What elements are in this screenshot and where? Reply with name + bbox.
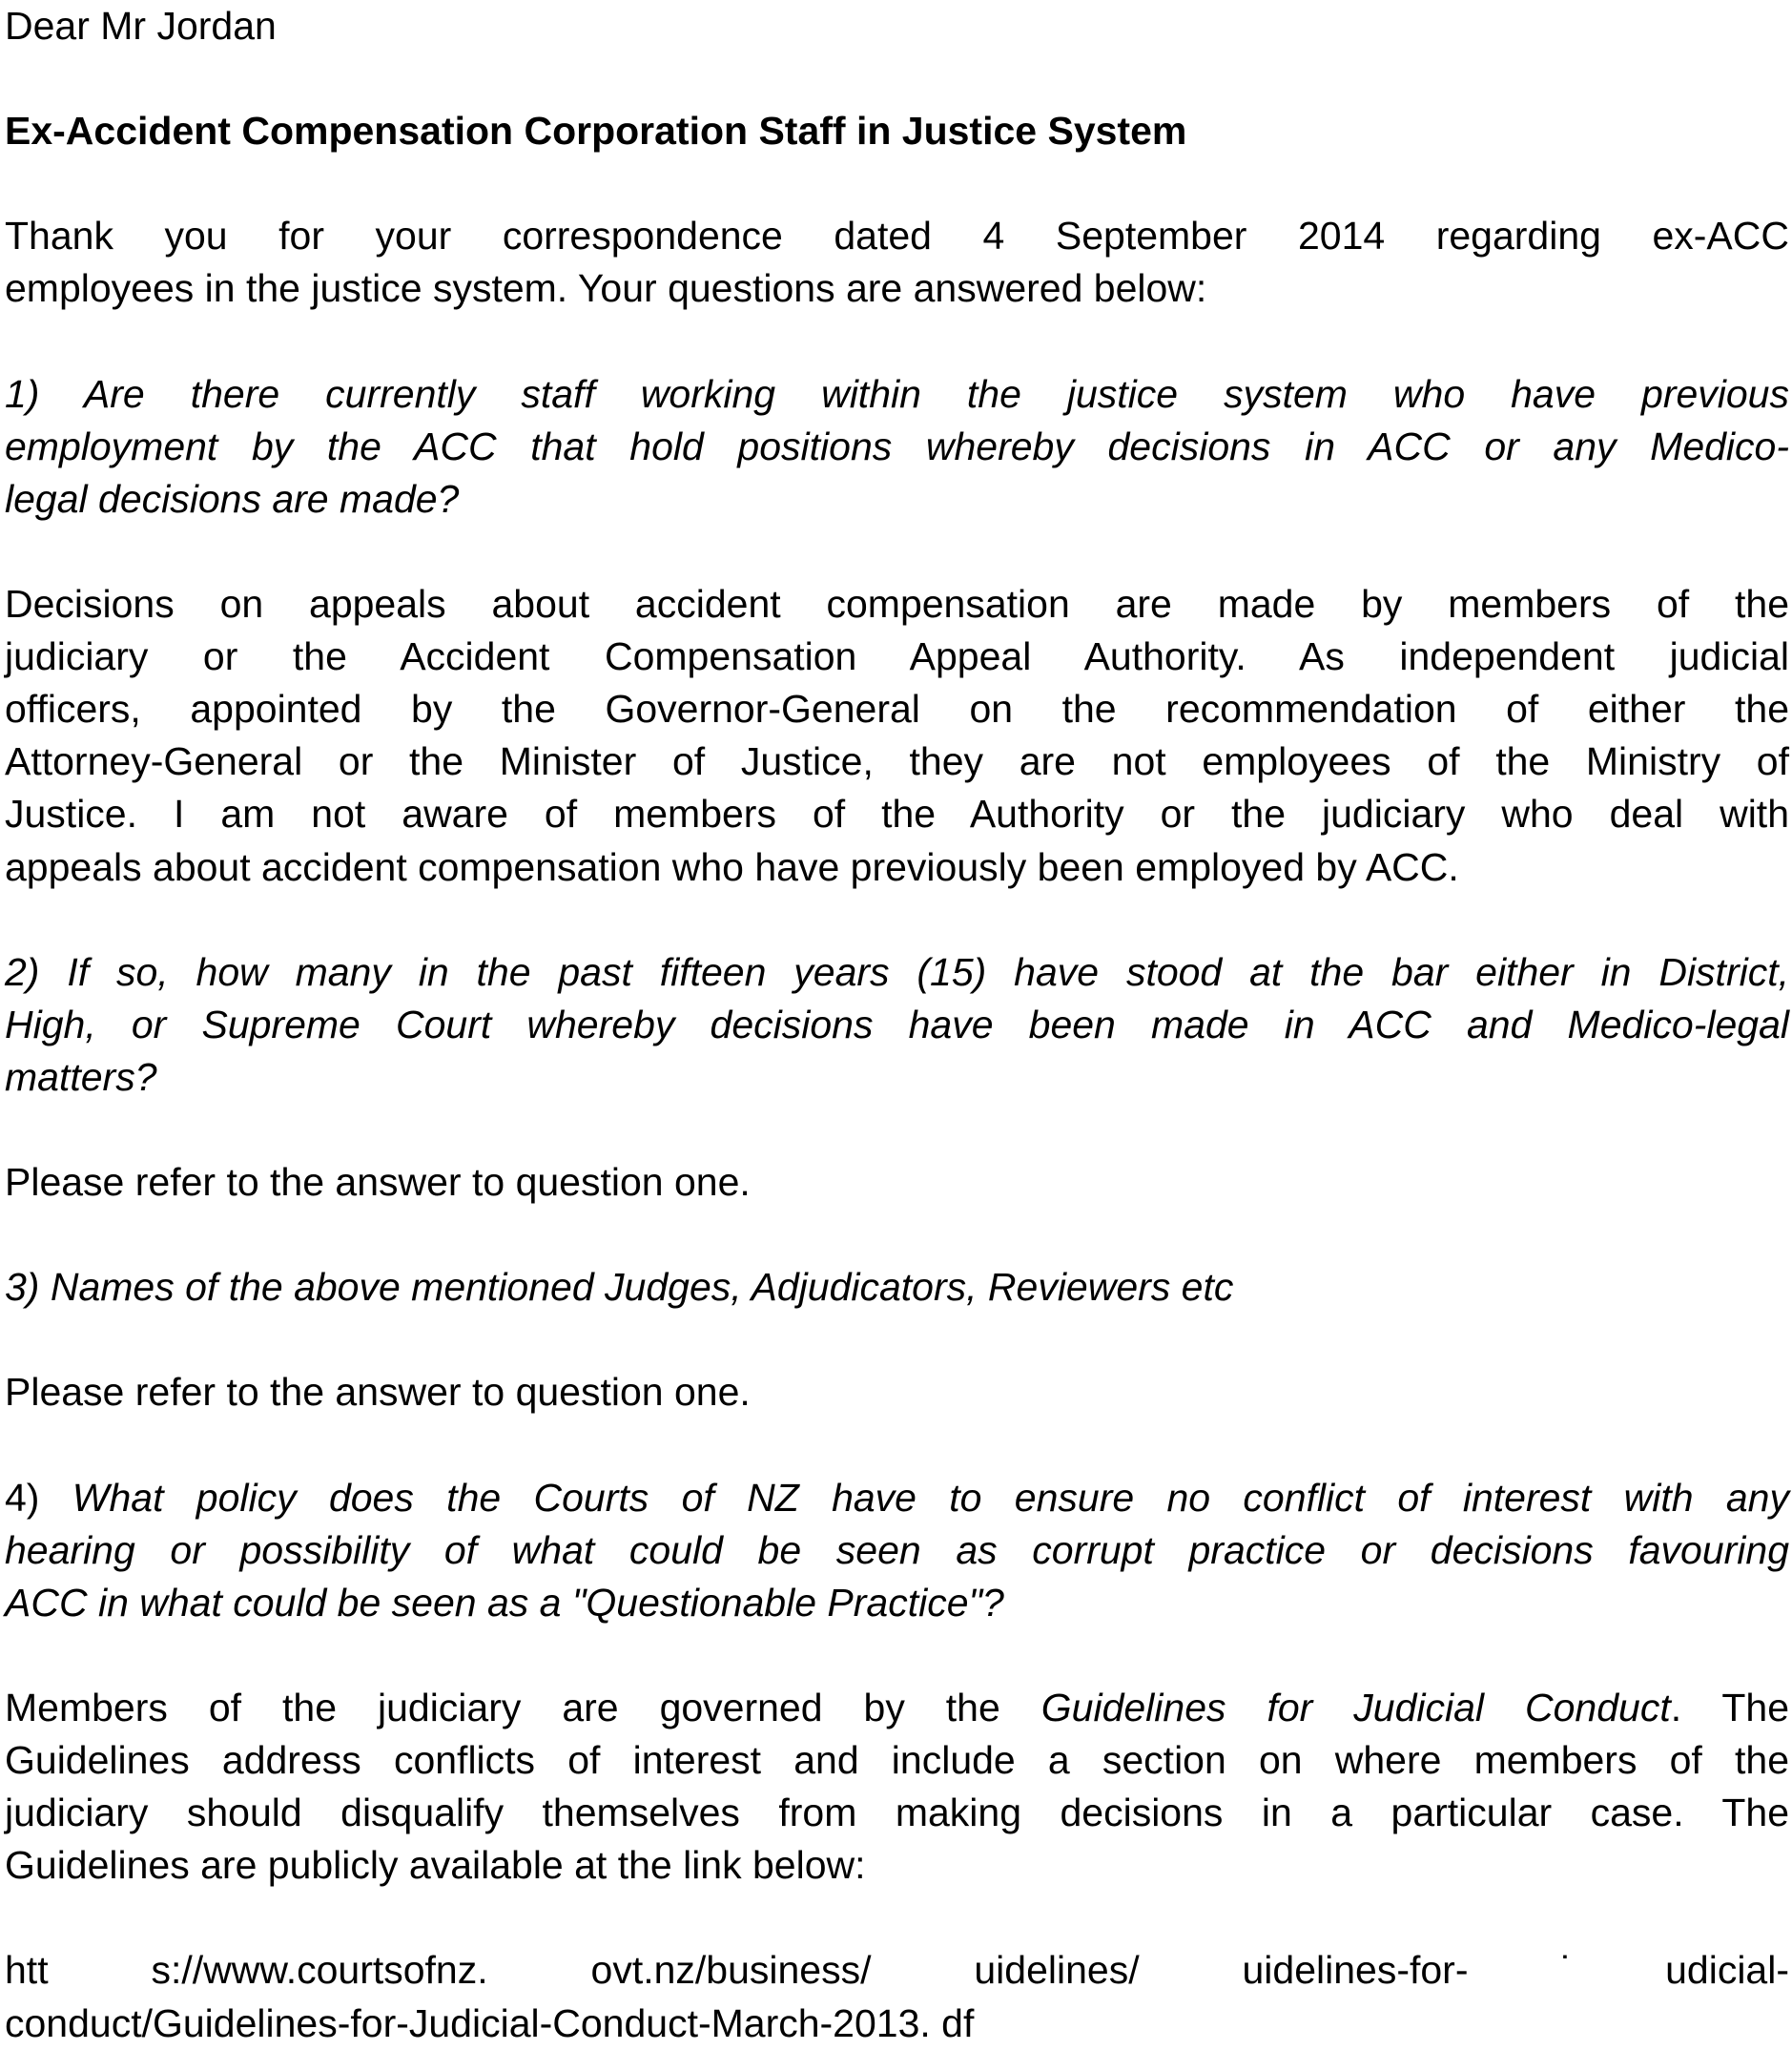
text-line (5, 1787, 1789, 1839)
paragraph-spacer (5, 157, 1789, 210)
text-line (5, 1998, 1789, 2050)
text: Guidelines address conflicts of interest and include a section on where members of the (5, 1738, 1789, 1783)
text-line (5, 1944, 1789, 1997)
text-line (5, 1472, 1789, 1524)
text: Thank you for your correspondence dated 4 September 2014 regarding ex-ACC (5, 214, 1789, 259)
paragraph-spacer (5, 316, 1789, 368)
text-line (5, 735, 1789, 788)
text: htt s://www.courtsofnz. ovt.nz/business/ uidelines/ uidelines-for-˙udicial- (5, 1948, 1789, 1993)
answer-3 (5, 1366, 1789, 1418)
text: conduct/Guidelines-for-Judicial-Conduct-March-2013. df (5, 2000, 975, 2045)
bold-text: Ex-Accident Compensation Corporation Staff in Justice System (5, 109, 1187, 154)
text-line (5, 631, 1789, 683)
question-2 (5, 946, 1789, 1104)
italic-text: What policy does the Courts of NZ have to ensure no conflict of interest with any (72, 1475, 1789, 1520)
answer-2 (5, 1156, 1789, 1209)
text: judiciary or the Accident Compensation Appeal Authority. As independent judicial (5, 634, 1789, 679)
italic-text: hearing or possibility of what could be seen as corrupt practice or decisions favouring (5, 1527, 1789, 1572)
text: Justice. I am not aware of members of the Authority or the judiciary who deal with (5, 792, 1789, 837)
answer-1 (5, 578, 1789, 894)
text-line (5, 1366, 1789, 1418)
text-line (5, 1524, 1789, 1577)
paragraph-spacer (5, 894, 1789, 946)
italic-text: Guidelines for Judicial Conduct (1040, 1686, 1671, 1729)
italic-text: matters? (5, 1054, 157, 1099)
text-line (5, 1156, 1789, 1209)
letter-body (5, 0, 1789, 2050)
text: Please refer to the answer to question one. (5, 1160, 751, 1205)
text-line (5, 788, 1789, 840)
question-1 (5, 368, 1789, 526)
text: Dear Mr Jordan (5, 4, 277, 48)
text-line (5, 210, 1789, 262)
italic-text: legal decisions are made? (5, 476, 460, 521)
text-line (5, 1261, 1789, 1314)
italic-text: 2) If so, how many in the past fifteen years (15) have stood at the bar either in District, (5, 949, 1789, 994)
text-line (5, 683, 1789, 735)
paragraph-spacer (5, 1209, 1789, 1261)
text-line (5, 1734, 1789, 1787)
question-3 (5, 1261, 1789, 1314)
text-line (5, 105, 1789, 157)
text: officers, appointed by the Governor-General on the recommendation of either the (5, 687, 1789, 732)
text-line (5, 578, 1789, 631)
paragraph-spacer (5, 52, 1789, 105)
text: . The (1670, 1686, 1789, 1729)
intro-paragraph (5, 210, 1789, 315)
text: Please refer to the answer to question one. (5, 1370, 751, 1415)
italic-text: employment by the ACC that hold positions whereby decisions in ACC or any Medico- (5, 424, 1789, 468)
text-line (5, 841, 1789, 894)
paragraph-spacer (5, 526, 1789, 578)
salutation (5, 0, 1789, 52)
text-line (5, 999, 1789, 1051)
question-4 (5, 1472, 1789, 1629)
text: judiciary should disqualify themselves from making decisions in a particular case. The (5, 1791, 1789, 1835)
text: Guidelines are publicly available at the link below: (5, 1843, 866, 1888)
text-line (5, 1839, 1789, 1892)
answer-4 (5, 1682, 1789, 1892)
text-line (5, 1051, 1789, 1104)
text: appeals about accident compensation who have previously been employed by ACC. (5, 844, 1459, 889)
text-line (5, 473, 1789, 526)
text-line (5, 1577, 1789, 1629)
guidelines-link[interactable] (5, 1944, 1789, 2049)
italic-text: 3) Names of the above mentioned Judges, Adjudicators, Reviewers etc (5, 1265, 1234, 1310)
text: Attorney-General or the Minister of Justice, they are not employees of the Ministry of (5, 739, 1789, 784)
text-line (5, 1682, 1789, 1734)
subject-heading (5, 105, 1789, 157)
paragraph-spacer (5, 1892, 1789, 1944)
text-line (5, 946, 1789, 999)
text-line (5, 262, 1789, 315)
paragraph-spacer (5, 1629, 1789, 1682)
text-line (5, 0, 1789, 52)
text: 4) (5, 1475, 72, 1520)
paragraph-spacer (5, 1104, 1789, 1156)
text: Decisions on appeals about accident compensation are made by members of the (5, 582, 1789, 627)
paragraph-spacer (5, 1314, 1789, 1366)
italic-text: High, or Supreme Court whereby decisions have been made in ACC and Medico-legal (5, 1002, 1789, 1046)
text: Members of the judiciary are governed by the (5, 1686, 1041, 1729)
text: employees in the justice system. Your questions are answered below: (5, 266, 1207, 311)
text-line (5, 368, 1789, 421)
text-line (5, 421, 1789, 473)
paragraph-spacer (5, 1419, 1789, 1472)
italic-text: ACC in what could be seen as a "Questionable Practice"? (5, 1580, 1004, 1625)
italic-text: 1) Are there currently staff working within the justice system who have previous (5, 371, 1789, 416)
